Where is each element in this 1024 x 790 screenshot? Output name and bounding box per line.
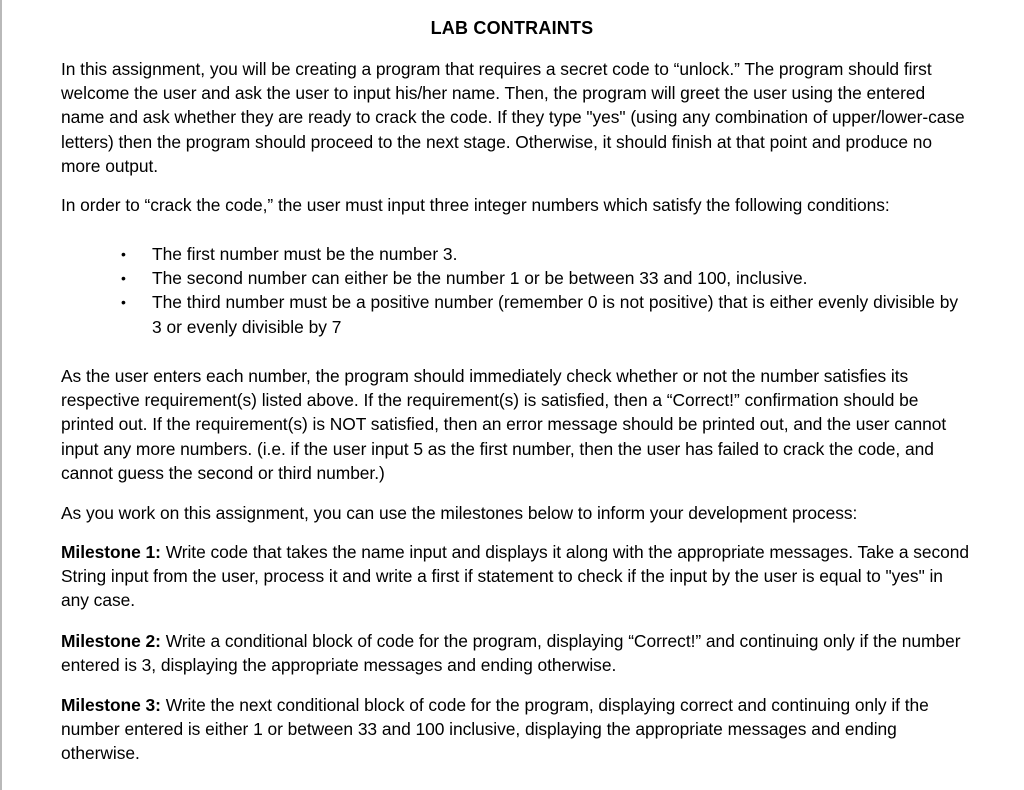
condition-text: The third number must be a positive number (remember 0 is not positive) that is either evenly divisible by 3 or evenly divisible by 7 [152, 292, 959, 337]
condition-text: The first number must be the number 3. [152, 244, 458, 264]
page-edge-line [0, 0, 2, 790]
milestone-label: Milestone 1: [61, 542, 161, 562]
milestones-intro-paragraph: As you work on this assignment, you can use the milestones below to inform your development process: [61, 503, 858, 523]
list-item [61, 266, 971, 290]
milestone-3-paragraph [61, 693, 971, 766]
milestone-text: Write a conditional block of code for the program, displaying “Correct!” and continuing only if the number entered is 3, displaying the appropriate messages and ending otherwise. [61, 631, 961, 676]
milestone-text: Write code that takes the name input and displays it along with the appropriate messages. Take a second String input from the user, process it and write a first if statement to check if the input by the user is equal to "yes" in any case. [61, 542, 970, 611]
conditions-list [61, 242, 971, 339]
list-item [61, 290, 971, 338]
milestone-label: Milestone 3: [61, 695, 161, 715]
bullet-icon: • [121, 270, 126, 287]
bullet-icon: • [121, 246, 126, 262]
bullet-icon: • [121, 294, 126, 311]
condition-text: The second number can either be the number 1 or be between 33 and 100, inclusive. [152, 268, 808, 289]
milestone-2-paragraph [61, 629, 971, 677]
intro-paragraph: In this assignment, you will be creating a program that requires a secret code to “unlock.” The program should first welcome the user and ask the user to input his/her name. Then, the program will greet the user using the entered name and ask whether they are ready to crack the code. If they type "yes" (using any combination of upper/lower-case letters) then the program should proceed to the next stage. Otherwise, it should finish at that point and produce no more output. [61, 59, 965, 176]
milestone-1-paragraph [61, 540, 971, 613]
conditions-intro-paragraph: In order to “crack the code,” the user must input three integer numbers which satisfy the following conditions: [61, 195, 890, 215]
page-title: LAB CONTRAINTS [430, 18, 594, 38]
checking-paragraph: As the user enters each number, the program should immediately check whether or not the number satisfies its respective requirement(s) listed above. If the requirement(s) is satisfied, then a “Correct!” confirmation should be printed out. If the requirement(s) is NOT satisfied, then an error message should be printed out, and the user cannot input any more numbers. (i.e. if the user input 5 as the first number, then the user has failed to crack the code, and cannot guess the second or third number.) [61, 366, 947, 483]
milestone-label: Milestone 2: [61, 631, 161, 651]
list-item [61, 242, 971, 266]
milestone-text: Write the next conditional block of code for the program, displaying correct and continuing only if the number entered is either 1 or between 33 and 100 inclusive, displaying the appropriate messages and ending otherwise. [61, 695, 929, 764]
